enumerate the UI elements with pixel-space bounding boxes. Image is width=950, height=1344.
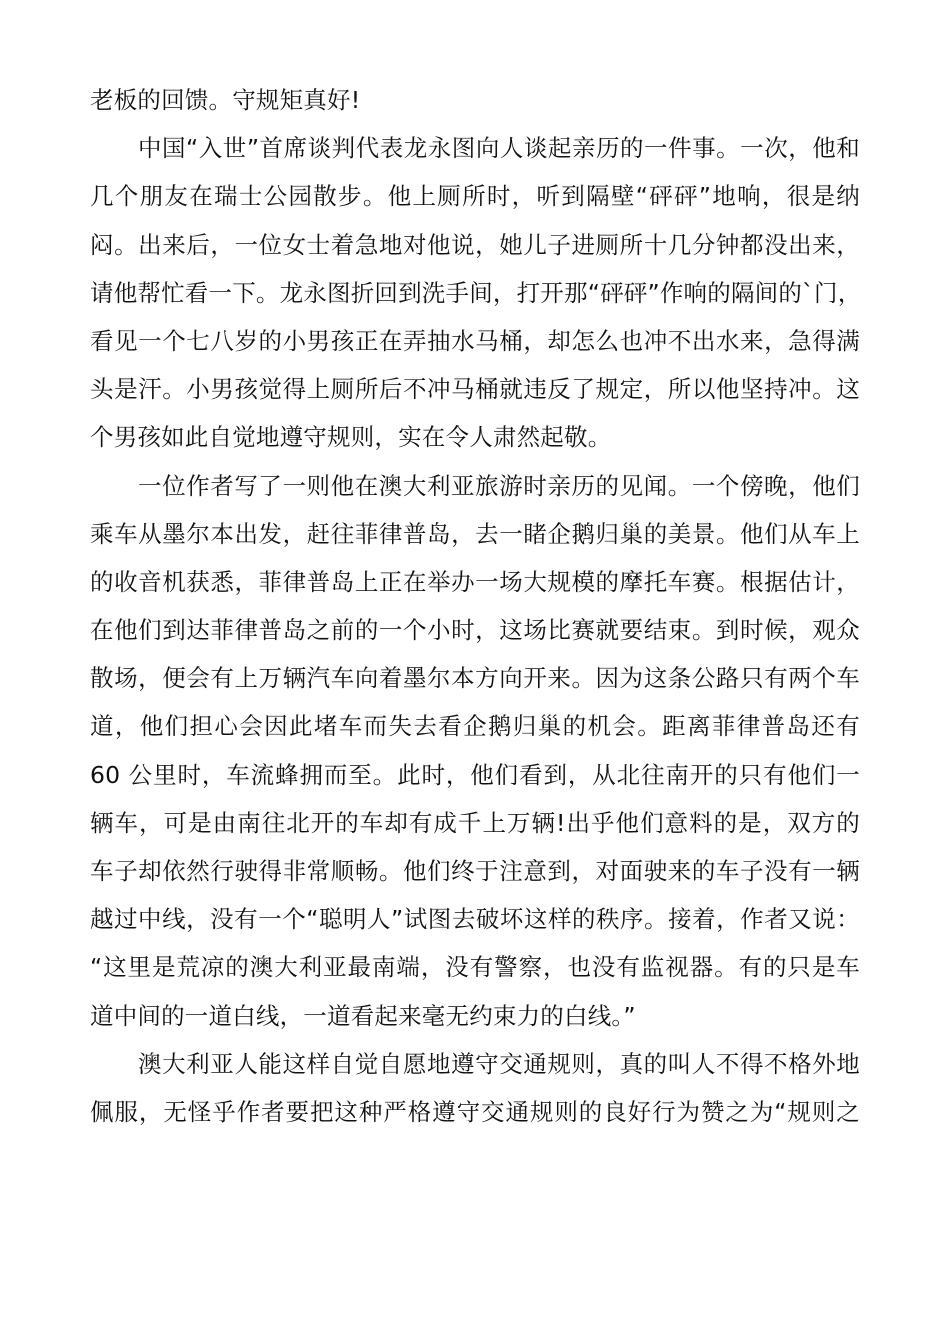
text-line: 佩服，无怪乎作者要把这种严格遵守交通规则的良好行为赞之为“规则之 xyxy=(90,1097,860,1126)
text-line: 看见一个七八岁的小男孩正在弄抽水马桶，却怎么也冲不出水来，急得满 xyxy=(90,326,860,355)
text-line: 道，他们担心会因此堵车而失去看企鹅归巢的机会。距离菲律普岛还有 xyxy=(90,712,860,741)
text-line: 几个朋友在瑞士公园散步。他上厕所时，听到隔壁“砰砰”地响，很是纳 xyxy=(90,182,860,211)
text-line: 道中间的一道白线，一道看起来毫无约束力的白线。” xyxy=(90,1001,636,1030)
text-line: 闷。出来后，一位女士着急地对他说，她儿子进厕所十几分钟都没出来， xyxy=(90,230,860,259)
text-line: 个男孩如此自觉地遵守规则，实在令人肃然起敬。 xyxy=(90,423,612,452)
text-line: 老板的回馈。守规矩真好! xyxy=(90,86,361,114)
document-body xyxy=(90,76,860,1136)
text-line: 车子却依然行驶得非常顺畅。他们终于注意到，对面驶来的车子没有一辆 xyxy=(90,857,860,885)
text-line: 乘车从墨尔本出发，赶往菲律普岛，去一睹企鹅归巢的美景。他们从车上 xyxy=(90,519,860,548)
text-line: 的收音机获悉，菲律普岛上正在举办一场大规模的摩托车赛。根据估计， xyxy=(90,567,860,596)
text-line: 越过中线，没有一个“聪明人”试图去破坏这样的秩序。接着，作者又说： xyxy=(90,905,860,934)
text-line: 中国“入世”首席谈判代表龙永图向人谈起亲历的一件事。一次，他和 xyxy=(138,134,860,163)
text-line: “这里是荒凉的澳大利亚最南端，没有警察，也没有监视器。有的只是车 xyxy=(90,953,860,982)
text-line: 散场，便会有上万辆汽车向着墨尔本方向开来。因为这条公路只有两个车 xyxy=(90,664,860,693)
text-line: 头是汗。小男孩觉得上厕所后不冲马桶就违反了规定，所以他坚持冲。这 xyxy=(90,375,860,404)
text-line: 在他们到达菲律普岛之前的一个小时，这场比赛就要结束。到时候，观众 xyxy=(90,616,860,645)
text-line: 60 公里时，车流蜂拥而至。此时，他们看到，从北往南开的只有他们一 xyxy=(90,760,860,789)
text-line: 一位作者写了一则他在澳大利亚旅游时亲历的见闻。一个傍晚，他们 xyxy=(138,471,860,500)
text-line: 辆车，可是由南往北开的车却有成千上万辆!出乎他们意料的是，双方的 xyxy=(90,808,860,837)
text-line: 请他帮忙看一下。龙永图折回到洗手间，打开那“砰砰”作响的隔间的`门， xyxy=(90,278,862,307)
text-line: 澳大利亚人能这样自觉自愿地遵守交通规则，真的叫人不得不格外地 xyxy=(138,1049,860,1078)
